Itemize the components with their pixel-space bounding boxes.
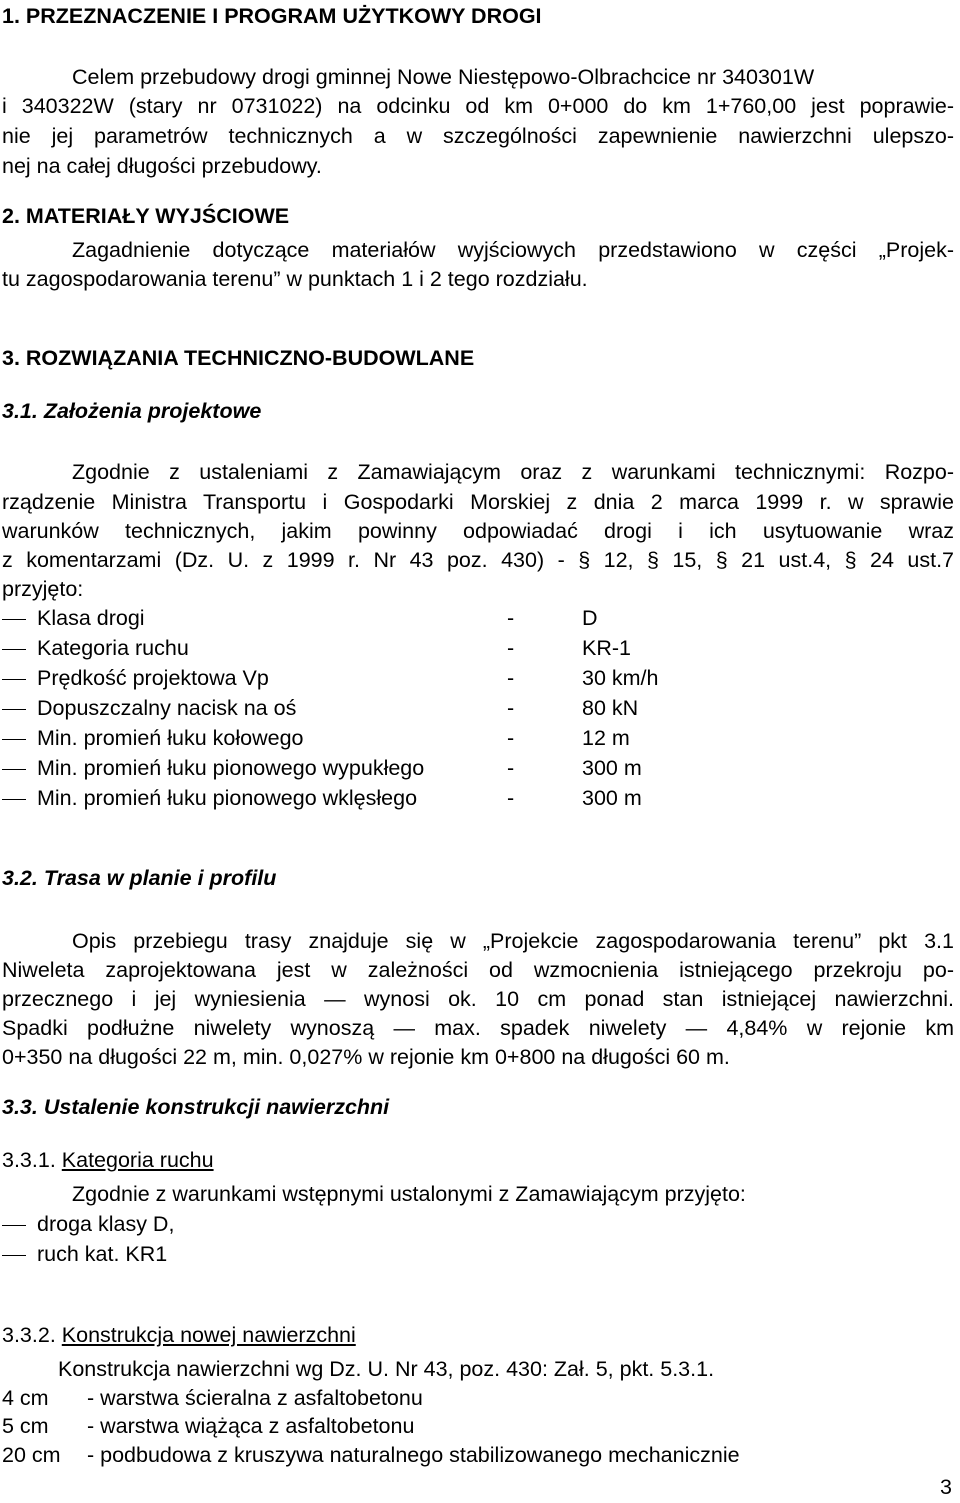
subsection-number: 3.3.1. bbox=[2, 1148, 56, 1172]
param-label: Min. promień łuku kołowego bbox=[37, 726, 304, 750]
param-label: Klasa drogi bbox=[37, 606, 145, 630]
param-value: 300 m bbox=[582, 786, 642, 810]
subsection-title: Kategoria ruchu bbox=[61, 1148, 214, 1172]
section-2-text-line: Zagadnienie dotyczące materiałów wyjściowych przedstawiono w części „Projek- bbox=[72, 238, 954, 262]
subsection-3-2-text-line: przecznego i jej wyniesienia — wynosi ok. 10 cm ponad stan istniejącej nawierzchni. bbox=[2, 987, 954, 1011]
section-1-text-line: nie jej parametrów technicznych a w szczególności zapewnienie nawierzchni ulepszo- bbox=[2, 124, 954, 148]
layer-thickness: 20 cm bbox=[2, 1443, 61, 1467]
list-dash bbox=[2, 1255, 26, 1256]
param-label: Kategoria ruchu bbox=[37, 636, 189, 660]
list-dash bbox=[2, 799, 26, 800]
param-value: 12 m bbox=[582, 726, 630, 750]
subsection-3-1-text-line: rządzenie Ministra Transportu i Gospodarki Morskiej z dnia 2 marca 1999 r. w sprawie bbox=[2, 490, 954, 514]
section-2-text-line: tu zagospodarowania terenu” w punktach 1 i 2 tego rozdziału. bbox=[2, 267, 588, 291]
section-2-heading: 2. MATERIAŁY WYJŚCIOWE bbox=[2, 204, 290, 228]
subsection-3-3-1-intro: Zgodnie z warunkami wstępnymi ustalonymi z Zamawiającym przyjęto: bbox=[72, 1182, 746, 1206]
subsection-title: Konstrukcja nowej nawierzchni bbox=[61, 1323, 356, 1347]
param-value: KR-1 bbox=[582, 636, 631, 660]
section-1-heading: 1. PRZEZNACZENIE I PROGRAM UŻYTKOWY DROGI bbox=[2, 4, 542, 28]
param-separator: - bbox=[507, 666, 515, 690]
subsection-3-3-1-heading bbox=[2, 1147, 214, 1173]
list-dash bbox=[2, 679, 26, 680]
subsection-3-1-heading: 3.1. Założenia projektowe bbox=[2, 399, 262, 423]
param-separator: - bbox=[507, 756, 515, 780]
param-value: 300 m bbox=[582, 756, 642, 780]
param-label: Min. promień łuku pionowego wypukłego bbox=[37, 756, 425, 780]
subsection-3-1-intro: przyjęto: bbox=[2, 577, 84, 601]
param-value: D bbox=[582, 606, 598, 630]
layer-thickness: 4 cm bbox=[2, 1386, 49, 1410]
list-item: droga klasy D, bbox=[37, 1212, 175, 1236]
subsection-3-2-text-line: Opis przebiegu trasy znajduje się w „Projekcie zagospodarowania terenu” pkt 3.1 bbox=[72, 929, 954, 953]
param-separator: - bbox=[507, 606, 515, 630]
param-label: Min. promień łuku pionowego wklęsłego bbox=[37, 786, 418, 810]
list-dash bbox=[2, 739, 26, 740]
subsection-3-3-heading: 3.3. Ustalenie konstrukcji nawierzchni bbox=[2, 1095, 390, 1119]
subsection-3-1-text-line: Zgodnie z ustaleniami z Zamawiającym oraz z warunkami technicznymi: Rozpo- bbox=[72, 460, 954, 484]
subsection-3-3-2-heading bbox=[2, 1322, 356, 1348]
subsection-3-2-text-line: Spadki podłużne niwelety wynoszą — max. spadek niwelety — 4,84% w rejonie km bbox=[2, 1016, 954, 1040]
section-1-text-line: i 340322W (stary nr 0731022) na odcinku od km 0+000 do km 1+760,00 jest poprawie- bbox=[2, 94, 954, 118]
subsection-number: 3.3.2. bbox=[2, 1323, 56, 1347]
param-value: 80 kN bbox=[582, 696, 639, 720]
subsection-3-2-text-line: Niweleta zaprojektowana jest w zależności od wzmocnienia istniejącego przekroju po- bbox=[2, 958, 954, 982]
list-item: ruch kat. KR1 bbox=[37, 1242, 168, 1266]
section-1-text-line: nej na całej długości przebudowy. bbox=[2, 154, 322, 178]
section-3-heading: 3. ROZWIĄZANIA TECHNICZNO-BUDOWLANE bbox=[2, 346, 475, 370]
layer-description: - warstwa wiążąca z asfaltobetonu bbox=[87, 1414, 415, 1438]
param-separator: - bbox=[507, 696, 515, 720]
subsection-3-1-text-line: warunków technicznych, jakim powinny odpowiadać drogi i ich usytuowanie wraz bbox=[2, 519, 954, 543]
subsection-3-1-text-line: z komentarzami (Dz. U. z 1999 r. Nr 43 poz. 430) - § 12, § 15, § 21 ust.4, § 24 ust.7 bbox=[2, 548, 954, 572]
layer-thickness: 5 cm bbox=[2, 1414, 49, 1438]
param-label: Prędkość projektowa Vp bbox=[37, 666, 269, 690]
subsection-3-3-2-intro: Konstrukcja nawierzchni wg Dz. U. Nr 43, poz. 430: Zał. 5, pkt. 5.3.1. bbox=[58, 1357, 715, 1381]
subsection-3-2-heading: 3.2. Trasa w planie i profilu bbox=[2, 866, 277, 890]
param-label: Dopuszczalny nacisk na oś bbox=[37, 696, 297, 720]
list-dash bbox=[2, 769, 26, 770]
list-dash bbox=[2, 649, 26, 650]
param-separator: - bbox=[507, 786, 515, 810]
param-separator: - bbox=[507, 726, 515, 750]
list-dash bbox=[2, 619, 26, 620]
layer-description: - podbudowa z kruszywa naturalnego stabilizowanego mechanicznie bbox=[87, 1443, 740, 1467]
param-separator: - bbox=[507, 636, 515, 660]
subsection-3-2-text-line: 0+350 na długości 22 m, min. 0,027% w rejonie km 0+800 na długości 60 m. bbox=[2, 1045, 730, 1069]
section-1-text-line: Celem przebudowy drogi gminnej Nowe Niestępowo-Olbrachcice nr 340301W bbox=[72, 65, 815, 89]
list-dash bbox=[2, 1225, 26, 1226]
list-dash bbox=[2, 709, 26, 710]
layer-description: - warstwa ścieralna z asfaltobetonu bbox=[87, 1386, 423, 1410]
param-value: 30 km/h bbox=[582, 666, 659, 690]
page-number: 3 bbox=[940, 1475, 952, 1499]
